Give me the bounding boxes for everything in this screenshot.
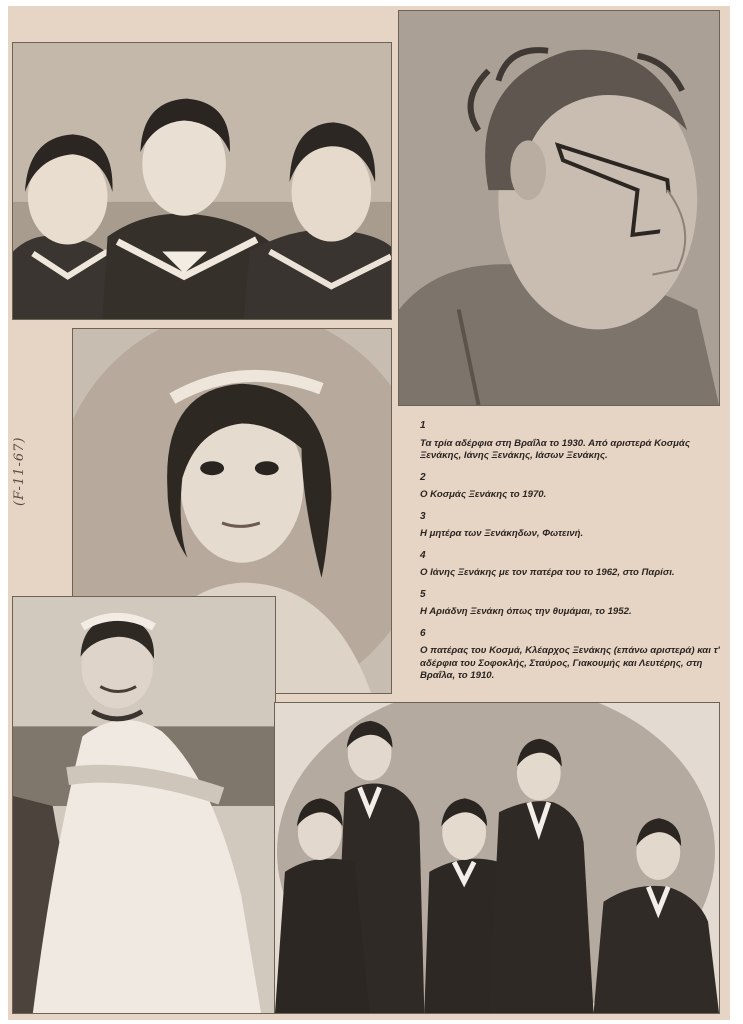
caption-number: 6 <box>420 627 426 639</box>
photo-kosmas-1970 <box>398 10 720 406</box>
archive-handwritten-note: (F-11-67) <box>12 436 27 506</box>
caption-number: 5 <box>420 588 426 600</box>
caption-4 <box>420 550 720 580</box>
photo-three-brothers <box>12 42 392 320</box>
caption-text: Η Αριάδνη Ξενάκη όπως την θυμάμαι, το 1952. <box>420 606 632 617</box>
caption-text: Ο Ιάνης Ξενάκης με τον πατέρα του το 1962, στο Παρίσι. <box>420 567 675 578</box>
caption-2 <box>420 472 720 502</box>
caption-number: 3 <box>420 510 426 522</box>
caption-5 <box>420 589 720 619</box>
caption-text: Ο πατέρας του Κοσμά, Κλέαρχος Ξενάκης (επάνω αριστερά) και τ' αδέρφια του Σοφοκλής, Σταύρος, Γιακουμής και Λευτέρης, στη Βραΐλα, το 1910. <box>420 645 720 681</box>
photo-ianis-with-father <box>12 596 276 1014</box>
caption-3 <box>420 511 720 541</box>
caption-text: Η μητέρα των Ξενάκηδων, Φωτεινή. <box>420 528 584 539</box>
caption-text: Τα τρία αδέρφια στη Βραΐλα το 1930. Από αριστερά Κοσμάς Ξενάκης, Ιάνης Ξενάκης, Ιάσων Ξενάκης. <box>420 437 690 461</box>
photo-father-and-brothers-1910 <box>274 702 720 1014</box>
captions-block <box>420 420 720 692</box>
caption-text: Ο Κοσμάς Ξενάκης το 1970. <box>420 489 547 500</box>
caption-number: 1 <box>420 420 426 431</box>
newspaper-clipping <box>8 6 730 1020</box>
caption-6 <box>420 628 720 683</box>
caption-1 <box>420 420 720 463</box>
caption-number: 4 <box>420 549 426 561</box>
caption-number: 2 <box>420 471 426 483</box>
